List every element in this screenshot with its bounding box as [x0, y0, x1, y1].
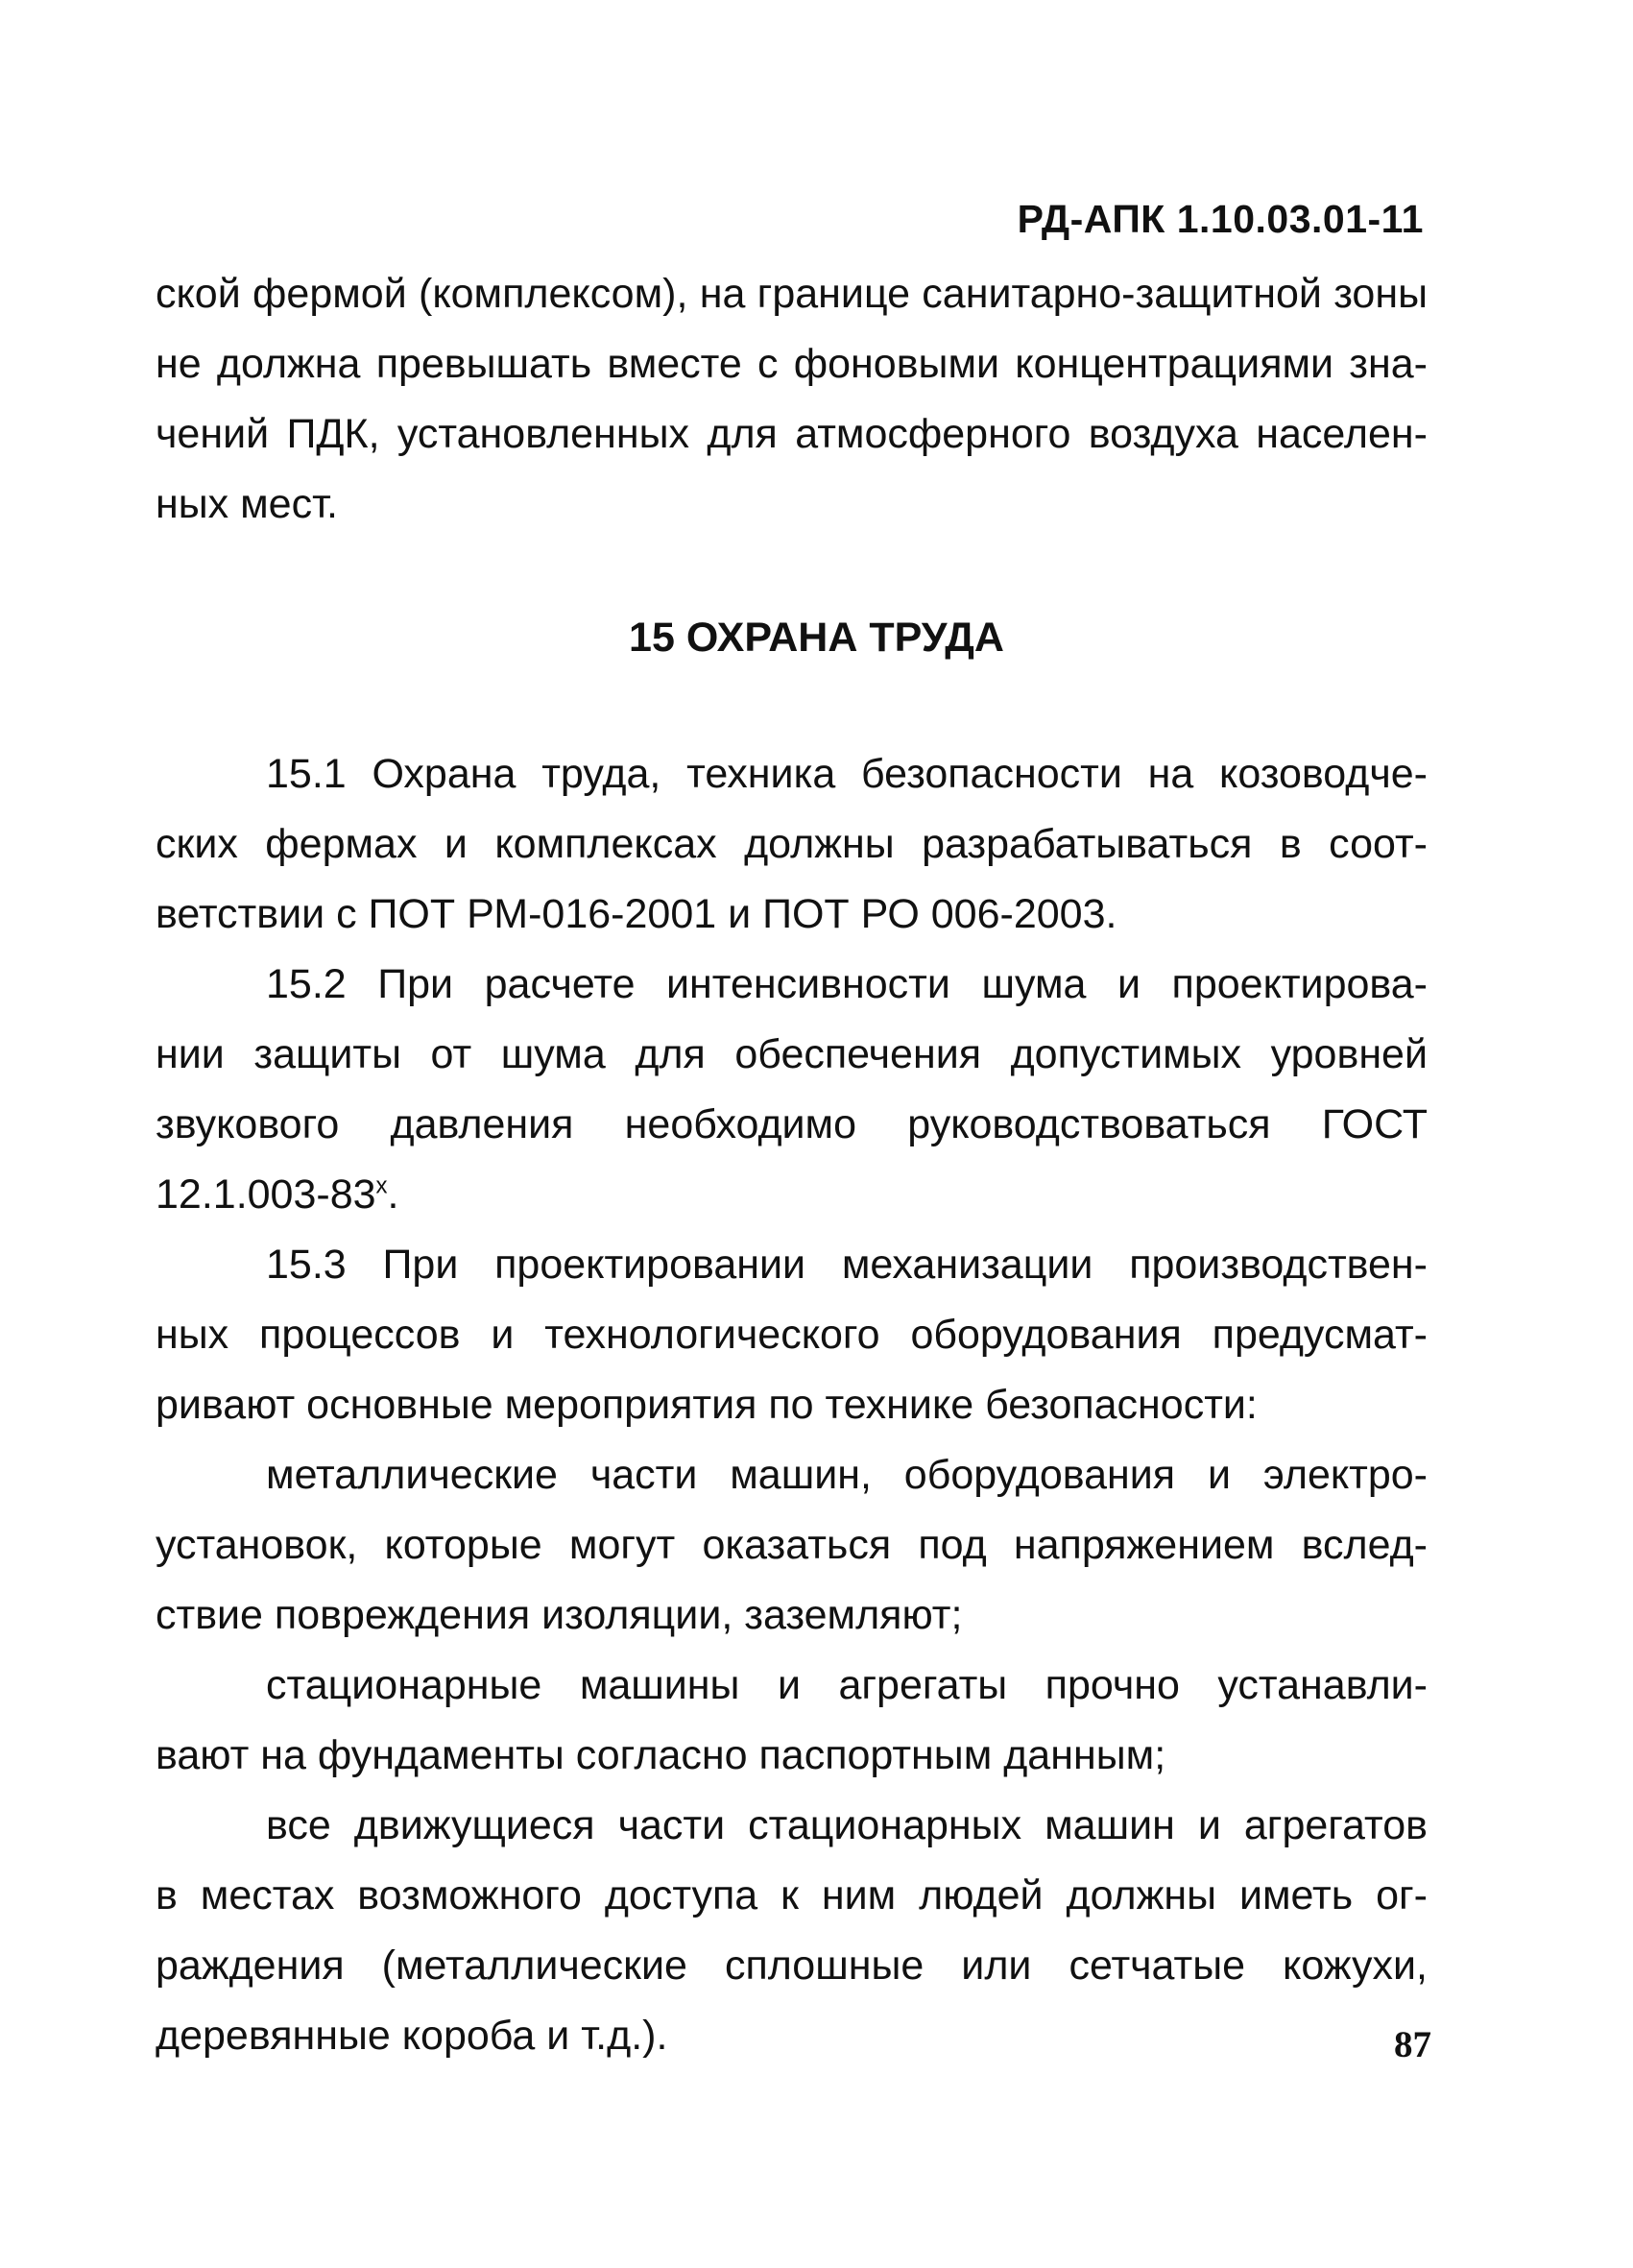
- text-line: чений ПДК, установленных для атмосферного воздуха населен-: [156, 411, 1428, 457]
- paragraph-15-2: [156, 950, 1428, 1230]
- text-line: раждения (металлические сплошные или сетчатые кожухи,: [156, 1942, 1428, 1989]
- list-item-grounding: [156, 1440, 1428, 1651]
- text-line: ской фермой (комплексом), на границе санитарно-защитной зоны: [156, 271, 1428, 317]
- text-line: установок, которые могут оказаться под напряжением вслед-: [156, 1522, 1428, 1568]
- text-line: нии защиты от шума для обеспечения допустимых уровней: [156, 1031, 1428, 1077]
- page-number: 87: [1394, 2024, 1431, 2065]
- text-line: 15.3 При проектировании механизации производствен-: [266, 1242, 1428, 1288]
- text-line: стационарные машины и агрегаты прочно устанавли-: [266, 1662, 1428, 1708]
- document-code: РД-АПК 1.10.03.01-11: [1017, 197, 1424, 241]
- text-line: все движущиеся части стационарных машин и агрегатов: [266, 1802, 1428, 1848]
- text-line: в местах возможного доступа к ним людей должны иметь ог-: [156, 1872, 1428, 1918]
- text-line: ветствии с ПОТ РМ-016-2001 и ПОТ РО 006-2003.: [156, 891, 1117, 937]
- paragraph-15-3: [156, 1230, 1428, 1440]
- text-line: деревянные короба и т.д.).: [156, 2013, 668, 2059]
- text-line: 15.1 Охрана труда, техника безопасности на козоводче-: [266, 751, 1428, 797]
- text-line: вают на фундаменты согласно паспортным данным;: [156, 1732, 1166, 1778]
- text-line: не должна превышать вместе с фоновыми концентрациями зна-: [156, 341, 1428, 387]
- intro-paragraph: [156, 259, 1428, 540]
- standard-number: 12.1.003-83: [156, 1171, 376, 1218]
- text-line: звукового давления необходимо руководствоваться ГОСТ: [156, 1101, 1428, 1147]
- text-line: металлические части машин, оборудования и электро-: [266, 1452, 1428, 1498]
- standard-superscript: х: [375, 1172, 388, 1199]
- list-item-foundations: [156, 1651, 1428, 1791]
- paragraph-15-1: [156, 739, 1428, 950]
- text-line: 15.2 При расчете интенсивности шума и проектирова-: [266, 961, 1428, 1007]
- line-end-punctuation: .: [387, 1171, 399, 1218]
- list-item-guards: [156, 1791, 1428, 2071]
- text-line: ствие повреждения изоляции, заземляют;: [156, 1592, 963, 1638]
- text-line: ских фермах и комплексах должны разрабатываться в соот-: [156, 821, 1428, 867]
- text-line: ривают основные мероприятия по технике безопасности:: [156, 1382, 1258, 1428]
- text-line: ных процессов и технологического оборудования предусмат-: [156, 1312, 1428, 1358]
- section-body: [156, 739, 1428, 2071]
- text-line: ных мест.: [156, 481, 338, 527]
- section-heading: 15 ОХРАНА ТРУДА: [629, 615, 1004, 661]
- text-line: [156, 1160, 1428, 1230]
